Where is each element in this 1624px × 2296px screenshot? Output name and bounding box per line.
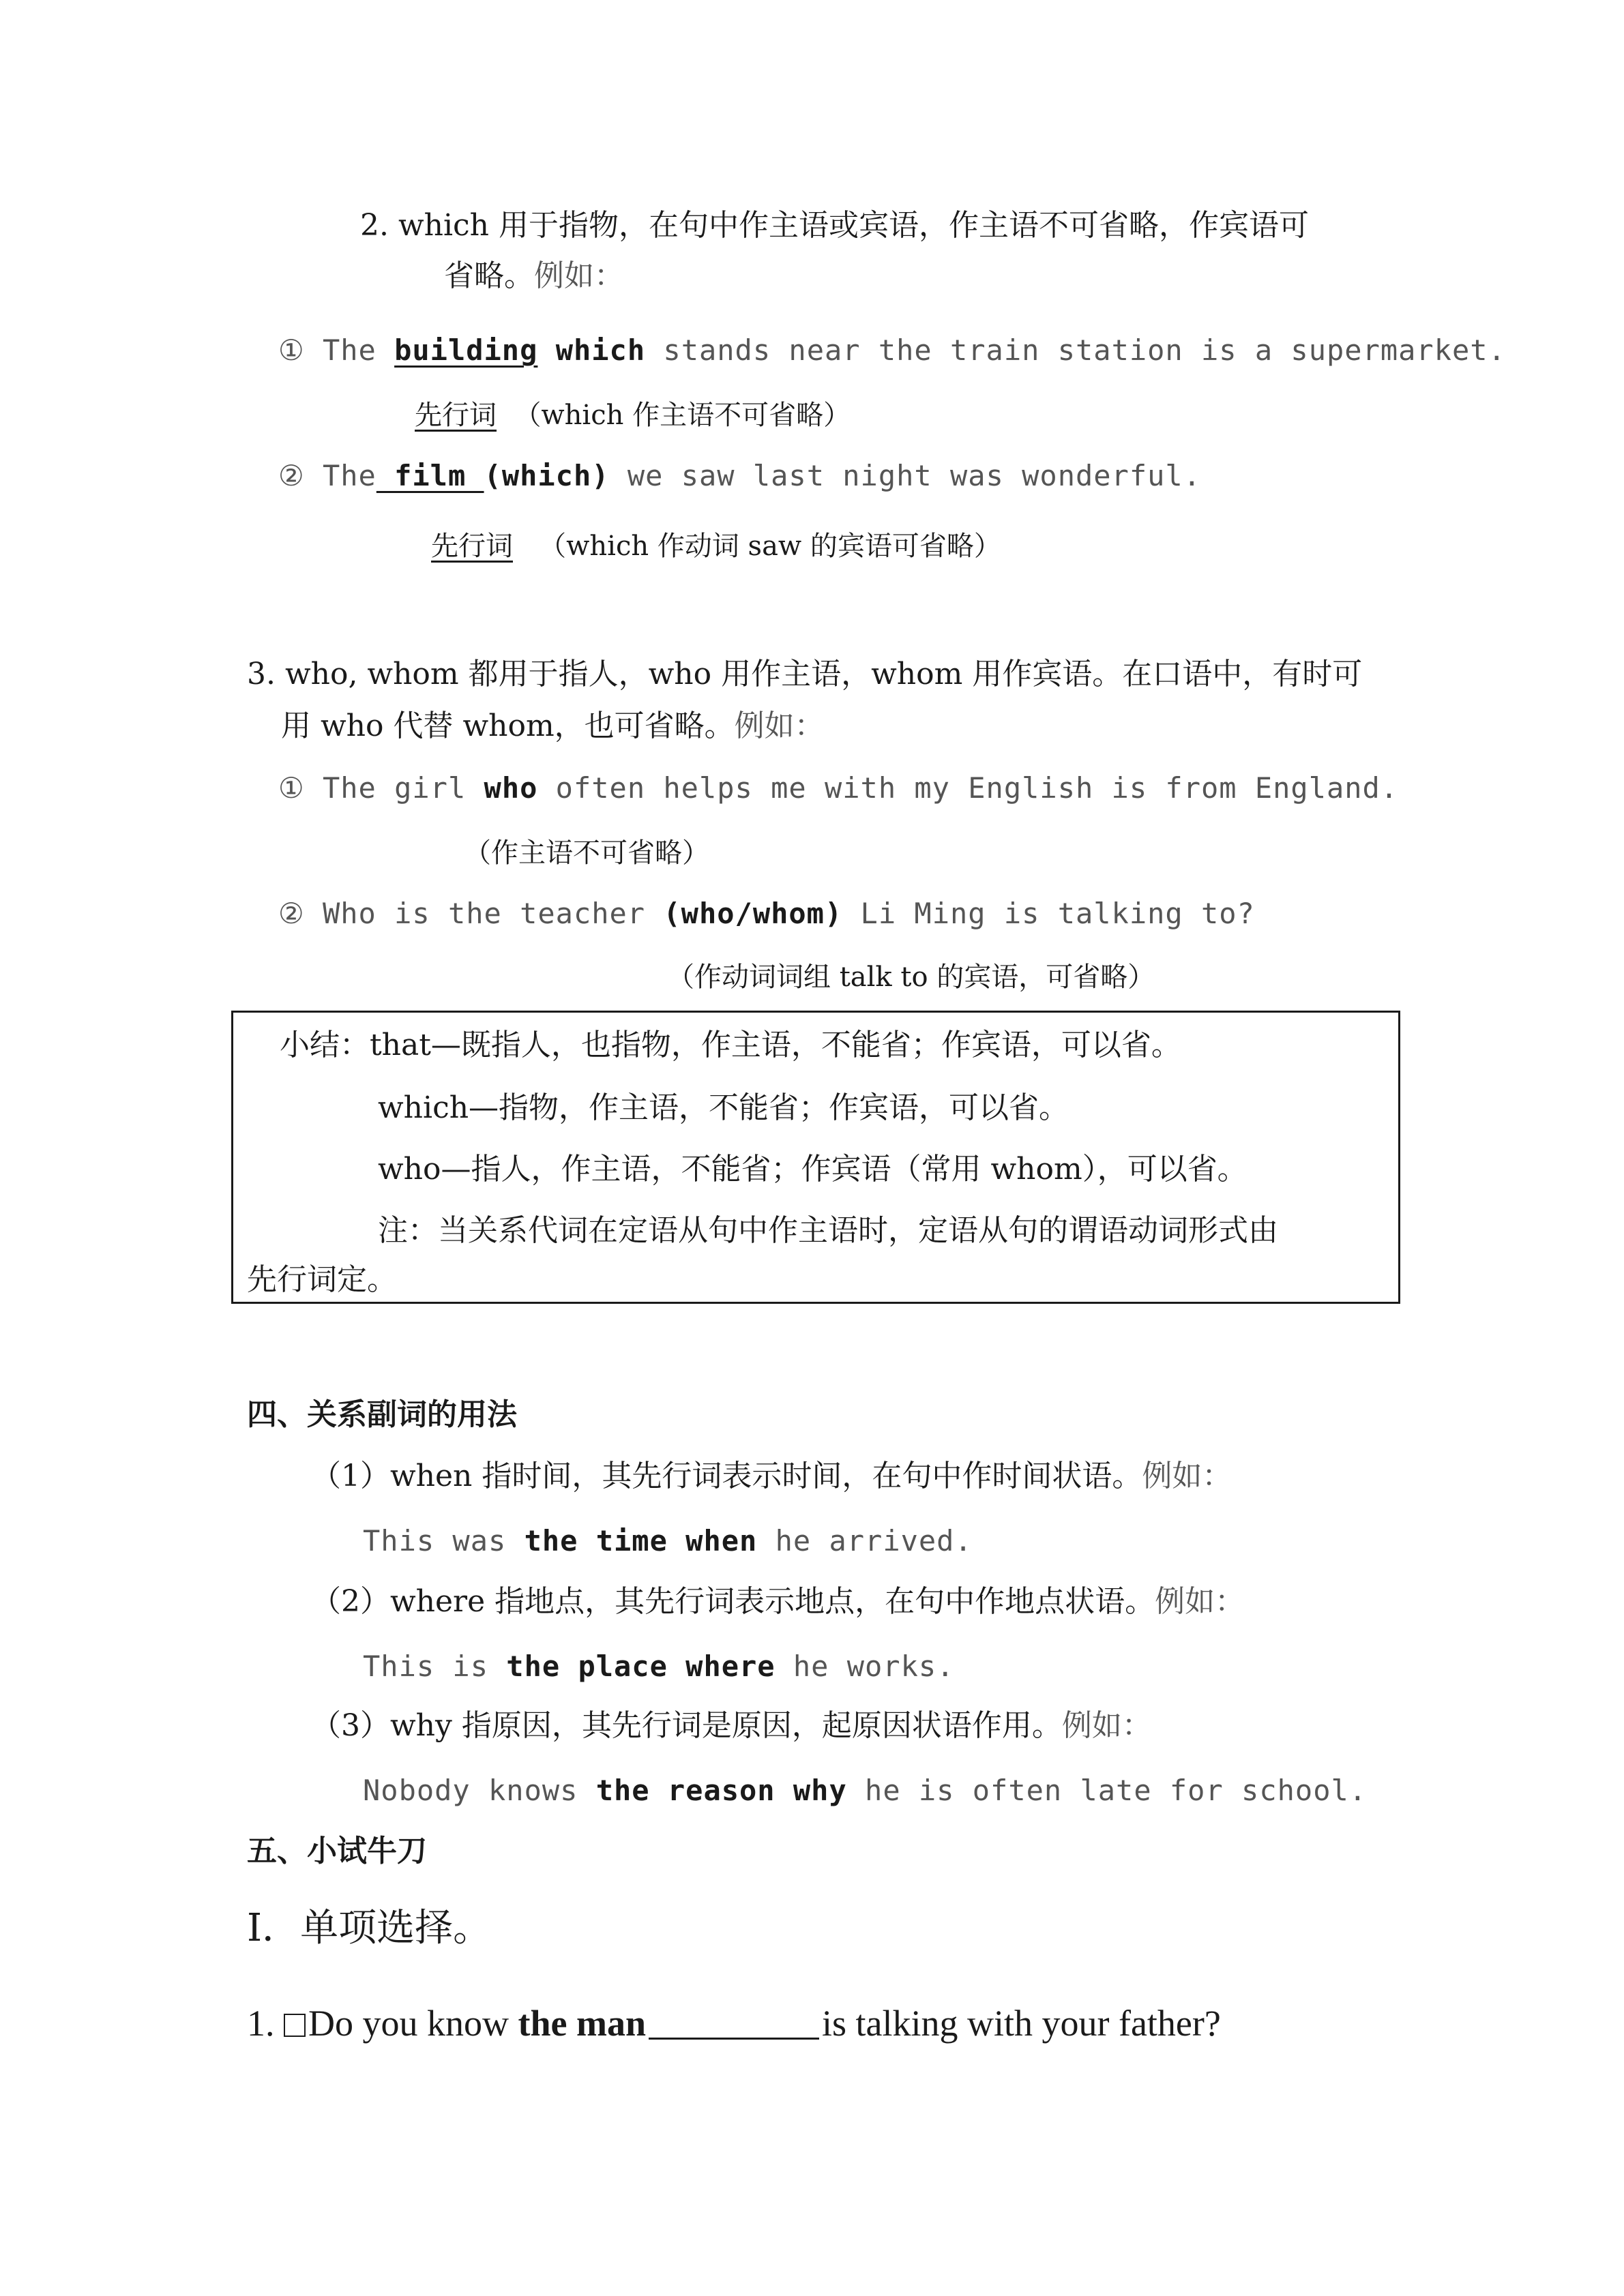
- example-number: ②: [278, 459, 305, 492]
- example-text: This was: [363, 1524, 525, 1557]
- rule-text: （1）when 指时间，其先行词表示时间，在句中作时间状语。: [311, 1459, 1142, 1493]
- when-rule: [311, 1459, 1232, 1494]
- note-text: （which 作动词 saw 的宾语可省略）: [539, 531, 1001, 562]
- question-1: [247, 2002, 1221, 2044]
- summary-line-who: who—指人，作主语，不能省；作宾语（常用 whom），可以省。: [378, 1152, 1247, 1187]
- who-note-1: （作主语不可省略）: [464, 837, 709, 869]
- which-example-2: [278, 460, 1201, 492]
- relative-pronoun: (which): [484, 459, 610, 492]
- why-rule: [311, 1709, 1152, 1744]
- which-note-2: [431, 531, 1001, 562]
- who-note-2: （作动词词组 talk to 的宾语，可省略）: [667, 961, 1155, 993]
- key-phrase: the reason why: [595, 1774, 847, 1807]
- who-rule-line1: 3. who, whom 都用于指人，who 用作主语，whom 用作宾语。在口语中，有时可: [247, 657, 1363, 691]
- single-choice-heading: I．单项选择。: [247, 1906, 492, 1950]
- example-lead: 例如：: [1142, 1459, 1232, 1493]
- example-text: we saw last night was wonderful.: [609, 459, 1201, 492]
- example-text: This is: [363, 1650, 507, 1683]
- example-text: he is often late for school.: [846, 1774, 1368, 1807]
- where-example: [363, 1650, 954, 1683]
- why-example: [363, 1774, 1367, 1807]
- example-number: ①: [278, 771, 305, 805]
- relative-pronoun: (who/whom): [663, 897, 843, 930]
- checkbox-icon: [284, 2014, 306, 2037]
- which-example-lead: 例如：: [534, 258, 624, 293]
- example-text: The girl: [304, 771, 484, 805]
- example-text: The: [304, 459, 377, 492]
- example-text: stands near the train station is a supermarket.: [645, 333, 1506, 367]
- where-rule: [311, 1585, 1245, 1620]
- example-text: Li Ming is talking to?: [842, 897, 1255, 930]
- antecedent-label: 先行词: [415, 400, 497, 431]
- question-text: Do you know: [308, 2003, 518, 2044]
- answer-blank[interactable]: [649, 2010, 819, 2040]
- summary-line-which: which—指物，作主语，不能省；作宾语，可以省。: [378, 1090, 1069, 1125]
- example-text: Who is the teacher: [304, 897, 664, 930]
- example-text: often helps me with my English is from England.: [537, 771, 1399, 805]
- question-text: is talking with your father?: [822, 2003, 1221, 2044]
- relative-pronoun: who: [484, 771, 538, 805]
- example-text: he arrived.: [757, 1524, 973, 1557]
- who-example-lead: 例如：: [734, 709, 825, 743]
- antecedent-word: film: [376, 459, 484, 492]
- antecedent-word: building: [394, 333, 538, 367]
- which-rule-line1: 2. which 用于指物，在句中作主语或宾语，作主语不可省略，作宾语可: [360, 208, 1310, 243]
- key-phrase: the man: [518, 2003, 646, 2044]
- example-lead: 例如：: [1155, 1584, 1245, 1619]
- which-note-1: [415, 400, 851, 431]
- when-example: [363, 1525, 973, 1557]
- rule-text: （2）where 指地点，其先行词表示地点，在句中作地点状语。: [311, 1584, 1155, 1619]
- question-number: 1.: [247, 2003, 284, 2044]
- who-example-1: [278, 772, 1398, 805]
- note-text: （which 作主语不可省略）: [514, 400, 851, 431]
- rule-text: （3）why 指原因，其先行词是原因，起原因状语作用。: [311, 1708, 1062, 1743]
- which-rule-line2: [444, 259, 624, 294]
- example-text: The: [304, 333, 395, 367]
- summary-note: 注：当关系代词在定语从句中作主语时，定语从句的谓语动词形式由: [378, 1213, 1278, 1248]
- example-text: Nobody knows: [363, 1774, 596, 1807]
- example-text: he works.: [775, 1650, 955, 1683]
- which-example-1: [278, 334, 1506, 367]
- who-rule-line2: [281, 709, 825, 744]
- who-example-2: [278, 897, 1255, 930]
- example-number: ②: [278, 897, 305, 930]
- relative-pronoun: which: [555, 333, 646, 367]
- key-phrase: the time when: [524, 1524, 758, 1557]
- example-lead: 例如：: [1061, 1708, 1152, 1743]
- practice-heading: 五、小试牛刀: [247, 1834, 427, 1868]
- example-number: ①: [278, 333, 305, 367]
- summary-line-that: 小结：that—既指人，也指物，作主语，不能省；作宾语，可以省。: [280, 1028, 1181, 1062]
- key-phrase: the place where: [506, 1650, 776, 1683]
- antecedent-label: 先行词: [431, 531, 513, 562]
- summary-note-cont: 先行词定。: [247, 1262, 397, 1297]
- example-space: [537, 333, 555, 367]
- who-rule-text: 用 who 代替 whom，也可省略。: [281, 709, 735, 743]
- which-rule-text: 省略。: [444, 258, 534, 293]
- relative-adverbs-heading: 四、关系副词的用法: [247, 1397, 517, 1432]
